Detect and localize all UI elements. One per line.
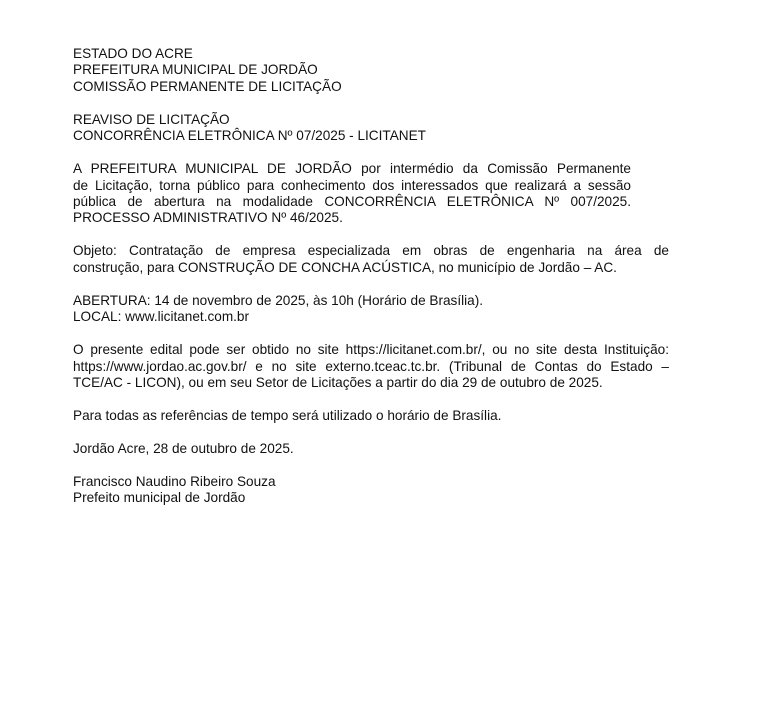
header-state: ESTADO DO ACRE [73,46,193,61]
opening-location: LOCAL: www.licitanet.com.br [73,309,250,325]
opening-date: ABERTURA: 14 de novembro de 2025, às 10h (Horário de Brasília). [73,292,484,308]
intro-paragraph [73,161,669,227]
notice-heading: REAVISO DE LICITAÇÃO [73,111,230,127]
place-date [73,441,669,457]
edital-line-1: O presente edital pode ser obtido no site https://licitanet.com.br/, ou no site desta Instituição: [73,342,669,358]
object-line-1: Objeto: Contratação de empresa especializada em obras de engenharia na área de [73,243,669,259]
intro-line-4: PROCESSO ADMINISTRATIVO Nº 46/2025. [73,210,343,226]
notice-subheading: CONCORRÊNCIA ELETRÔNICA Nº 07/2025 - LICITANET [73,128,426,144]
intro-line-1: A PREFEITURA MUNICIPAL DE JORDÃO por intermédio da Comissão Permanente [73,161,631,177]
signatory-role: Prefeito municipal de Jordão [73,490,246,506]
issuer-header [73,46,669,95]
object-line-2: construção, para CONSTRUÇÃO DE CONCHA ACÚSTICA, no município de Jordão – AC. [73,259,617,275]
intro-line-2: de Licitação, torna público para conhecimento dos interessados que realizará a sessão [73,177,631,193]
intro-line-3: pública de abertura na modalidade CONCORRÊNCIA ELETRÔNICA Nº 007/2025. [73,194,631,210]
edital-line-3: TCE/AC - LICON), ou em seu Setor de Licitações a partir do dia 29 de outubro de 2025. [73,375,603,391]
header-commission: COMISSÃO PERMANENTE DE LICITAÇÃO [73,78,342,94]
time-reference-paragraph [73,408,669,424]
header-municipality: PREFEITURA MUNICIPAL DE JORDÃO [73,62,318,78]
time-reference-text: Para todas as referências de tempo será utilizado o horário de Brasília. [73,408,502,424]
opening-info [73,293,669,326]
signatory-name: Francisco Naudino Ribeiro Souza [73,474,276,490]
edital-paragraph [73,342,669,391]
object-paragraph [73,243,669,276]
notice-title [73,112,669,145]
edital-line-2: https://www.jordao.ac.gov.br/ e no site externo.tceac.tc.br. (Tribunal de Contas do Estado – [73,358,669,374]
signature-block [73,474,669,507]
place-date-text: Jordão Acre, 28 de outubro de 2025. [73,441,294,457]
document-page [73,46,669,523]
